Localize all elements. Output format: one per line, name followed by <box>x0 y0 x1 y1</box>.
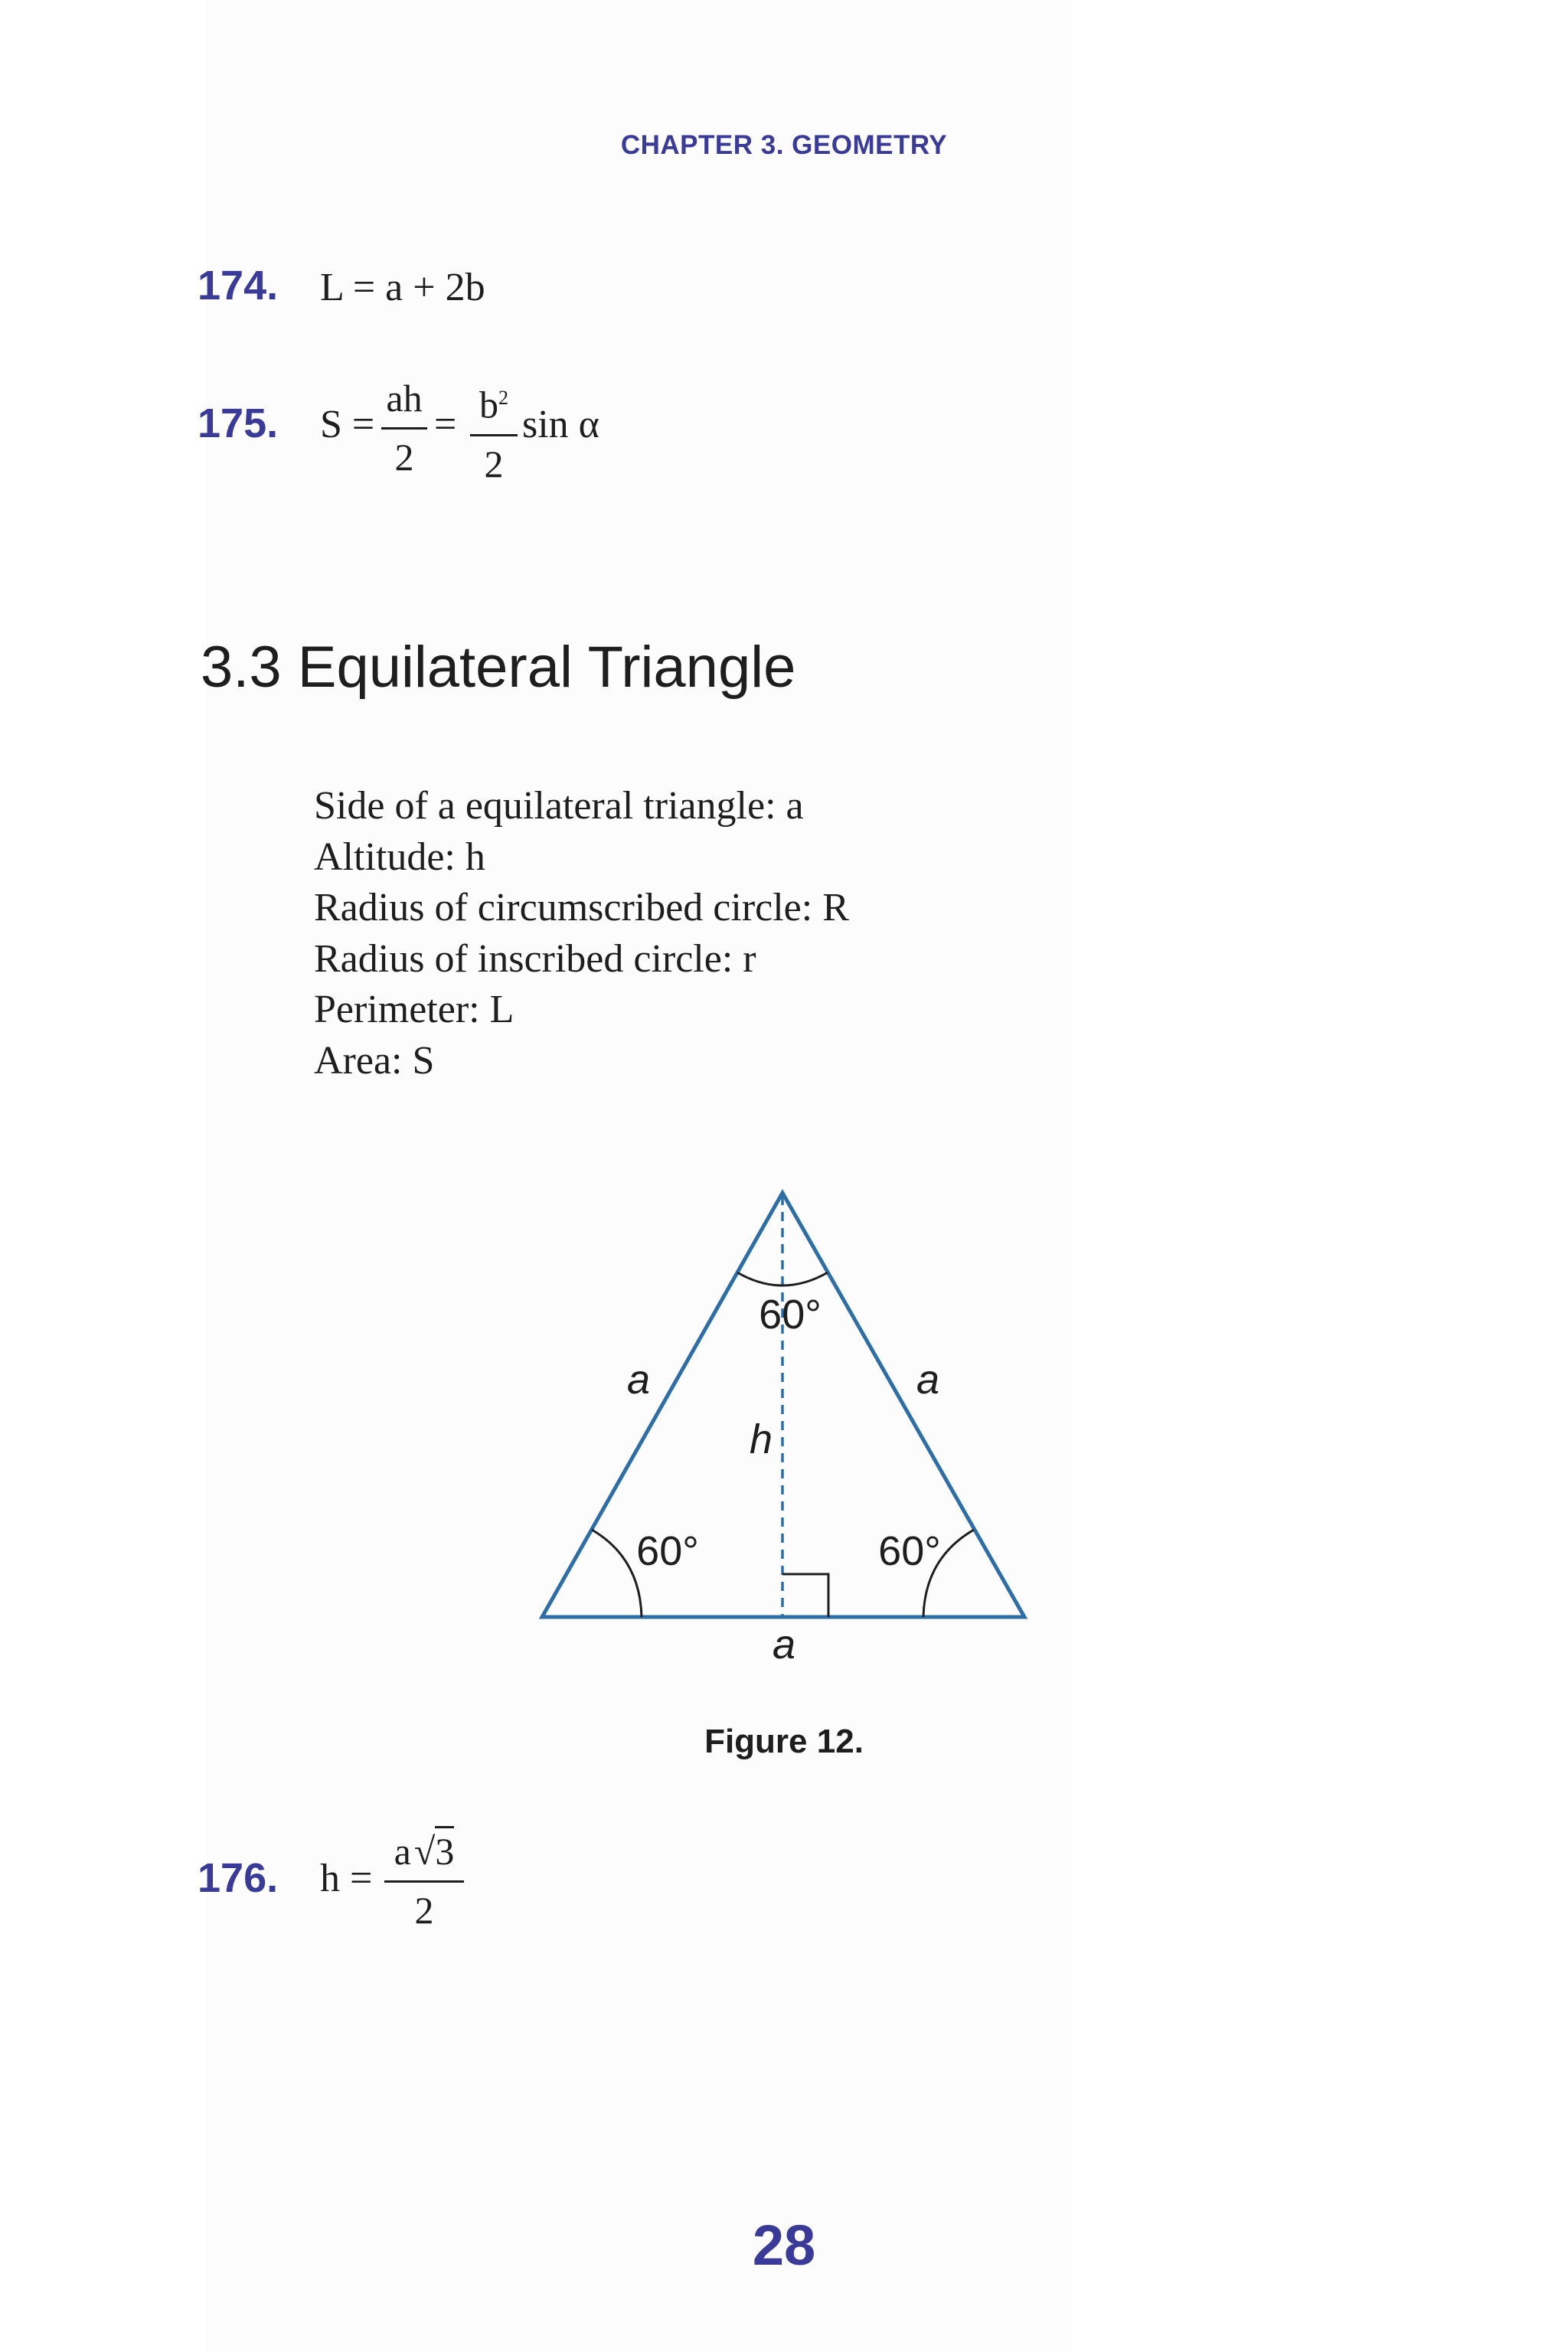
fraction-2-exponent: 2 <box>498 387 508 409</box>
fraction-2-denominator: 2 <box>484 442 504 485</box>
left-angle-arc <box>592 1530 642 1617</box>
sqrt-icon: √ <box>413 1830 436 1873</box>
page-number: 28 <box>752 2213 816 2277</box>
formula-175-equals: = <box>434 403 457 446</box>
fraction-1-numerator: ah <box>386 377 423 420</box>
definition-item: Radius of inscribed circle: r <box>314 936 756 981</box>
left-angle-label: 60° <box>636 1528 699 1574</box>
formula-176-number: 176. <box>198 1855 279 1901</box>
definition-item: Radius of circumscribed circle: R <box>314 886 849 929</box>
formula-174-number: 174. <box>198 263 279 309</box>
fraction-denominator: 2 <box>414 1889 434 1932</box>
section-title: 3.3 Equilateral Triangle <box>201 635 796 700</box>
left-side-label: a <box>626 1357 651 1403</box>
right-side-label: a <box>916 1357 940 1403</box>
formula-176-lhs: h = <box>320 1857 373 1900</box>
base-label: a <box>772 1622 796 1668</box>
formula-175-tail: sin α <box>522 403 599 446</box>
definition-item: Side of a equilateral triangle: a <box>314 784 804 828</box>
figure-caption: Figure 12. <box>704 1723 864 1760</box>
formula-174-expression: L = a + 2b <box>320 266 485 309</box>
fraction-bar <box>384 1880 464 1883</box>
numerator-radicand: 3 <box>435 1826 454 1873</box>
fraction-numerator <box>384 1828 464 1874</box>
fraction-1-denominator: 2 <box>394 436 414 479</box>
definition-item: Perimeter: L <box>314 988 514 1031</box>
right-angle-label: 60° <box>878 1528 941 1574</box>
formula-175-lhs: S = <box>320 403 375 446</box>
chapter-header: CHAPTER 3. GEOMETRY <box>620 130 948 160</box>
fraction-2-base: b <box>479 383 498 426</box>
definition-item: Area: S <box>314 1038 435 1083</box>
definition-item: Altitude: h <box>314 835 485 879</box>
right-angle-marker <box>782 1574 828 1617</box>
altitude-label: h <box>749 1416 773 1462</box>
numerator-a: a <box>394 1830 411 1873</box>
formula-175-number: 175. <box>198 400 279 446</box>
formula-176-fraction <box>384 1828 464 1933</box>
top-angle-label: 60° <box>759 1292 822 1338</box>
